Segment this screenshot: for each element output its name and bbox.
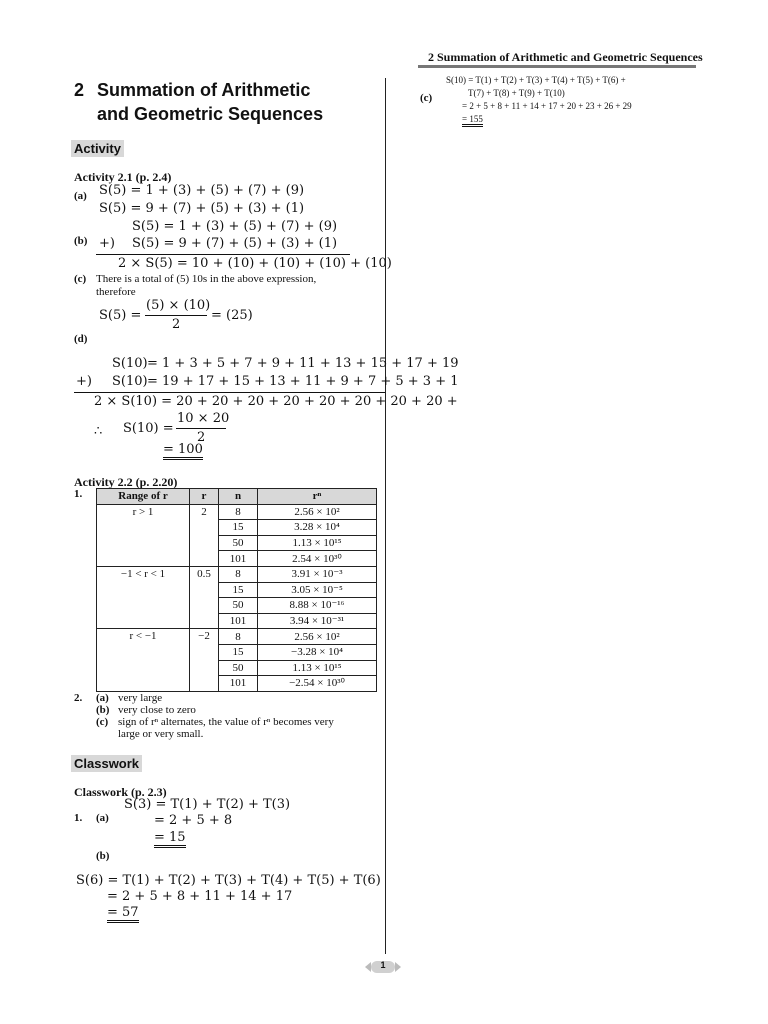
eq-d-frac-lhs: S(10) = <box>123 421 174 436</box>
rn-cell: 2.54 × 10³⁰ <box>258 551 377 567</box>
eq-d-line2-rhs: = 19 + 17 + 15 + 13 + 11 + 9 + 7 + 5 + 3 + 1 <box>147 374 459 389</box>
eq-d-plus: +) <box>76 374 92 389</box>
n-cell: 15 <box>219 582 258 598</box>
a-label: (a) <box>74 190 87 202</box>
q2c-label: (c) <box>96 716 109 728</box>
chapter-number: 2 <box>74 80 85 100</box>
eq-cw-c-line3: = 2 + 5 + 8 + 11 + 14 + 17 + 20 + 23 + 26 + 29 <box>462 101 632 111</box>
q2a-label: (a) <box>96 692 109 704</box>
therefore-symbol: ∴ <box>94 424 103 439</box>
cw-c-label: (c) <box>420 92 433 104</box>
c-text-line2: therefore <box>96 286 136 298</box>
q2b-text: very close to zero <box>118 704 196 716</box>
right-arrow-icon <box>395 962 401 972</box>
n-cell: 50 <box>219 660 258 676</box>
table-row <box>97 504 377 520</box>
n-cell: 50 <box>219 535 258 551</box>
eq-d-line2-lhs: S(10) <box>112 374 148 389</box>
eq-cw-a-line2: = 2 + 5 + 8 <box>154 813 233 828</box>
rn-cell: 3.05 × 10⁻⁵ <box>258 582 377 598</box>
eq-c-fraction-bar <box>145 315 207 316</box>
range-cell: r > 1 <box>97 504 190 566</box>
running-header: 2 Summation of Arithmetic and Geometric Sequences <box>428 50 703 64</box>
n-cell: 15 <box>219 644 258 660</box>
rn-cell: 3.91 × 10⁻³ <box>258 566 377 582</box>
n-cell: 15 <box>219 520 258 536</box>
table-header-range: Range of r <box>97 489 190 505</box>
table-header-n: n <box>219 489 258 505</box>
classwork-2-3-heading: Classwork (p. 2.3) <box>74 785 167 799</box>
eq-b-plus: +) <box>99 236 115 251</box>
column-divider <box>385 78 386 954</box>
n-cell: 8 <box>219 504 258 520</box>
q1-label: 1. <box>74 488 83 500</box>
n-cell: 50 <box>219 598 258 614</box>
eq-cw-c-line2: T(7) + T(8) + T(9) + T(10) <box>468 88 565 98</box>
eq-a-line2: S(5) = 9 + (7) + (5) + (3) + (1) <box>99 201 305 216</box>
rn-cell: 3.94 × 10⁻³¹ <box>258 613 377 629</box>
powers-table <box>96 488 377 692</box>
eq-b-line1: S(5) = 1 + (3) + (5) + (7) + (9) <box>132 219 338 234</box>
table-row <box>97 566 377 582</box>
r-cell: 2 <box>190 504 219 566</box>
cw-q1-label: 1. <box>74 812 83 824</box>
eq-b-sum: 2 × S(5) = 10 + (10) + (10) + (10) + (10) <box>118 256 392 271</box>
rn-cell: 1.13 × 10¹⁵ <box>258 535 377 551</box>
eq-cw-a-result: = 15 <box>154 830 186 848</box>
page-number: 1 <box>380 960 386 970</box>
r-cell: −2 <box>190 629 219 691</box>
table-header-row <box>97 489 377 505</box>
rn-cell: 2.56 × 10² <box>258 504 377 520</box>
n-cell: 8 <box>219 629 258 645</box>
header-rule <box>418 65 696 68</box>
activity-2-1-heading: Activity 2.1 (p. 2.4) <box>74 170 172 184</box>
r-cell: 0.5 <box>190 566 219 628</box>
eq-d-result: = 100 <box>163 442 203 460</box>
eq-cw-b-line2: = 2 + 5 + 8 + 11 + 14 + 17 <box>107 889 293 904</box>
eq-d-line1-lhs: S(10) <box>112 356 148 371</box>
cw-b-label: (b) <box>96 850 110 862</box>
eq-cw-b-result: = 57 <box>107 905 139 923</box>
rn-cell: 3.28 × 10⁴ <box>258 520 377 536</box>
q2c-text-line1: sign of rⁿ alternates, the value of rⁿ becomes very <box>118 716 334 728</box>
eq-d-sum-rule <box>74 392 385 393</box>
range-cell: −1 < r < 1 <box>97 566 190 628</box>
rn-cell: −2.54 × 10³⁰ <box>258 676 377 692</box>
table-header-r: r <box>190 489 219 505</box>
c-label: (c) <box>74 273 87 285</box>
c-text-line1: There is a total of (5) 10s in the above expression, <box>96 273 317 285</box>
eq-c-lhs: S(5) = <box>99 308 142 323</box>
eq-cw-a-line1: S(3) = T(1) + T(2) + T(3) <box>124 797 291 812</box>
n-cell: 8 <box>219 566 258 582</box>
n-cell: 101 <box>219 676 258 692</box>
eq-d-frac-num: 10 × 20 <box>177 411 230 426</box>
q2b-label: (b) <box>96 704 110 716</box>
eq-c-num: (5) × (10) <box>146 298 211 313</box>
eq-cw-b-line1: S(6) = T(1) + T(2) + T(3) + T(4) + T(5) + T(6) <box>76 873 381 888</box>
range-cell: r < −1 <box>97 629 190 691</box>
rn-cell: −3.28 × 10⁴ <box>258 644 377 660</box>
rn-cell: 8.88 × 10⁻¹⁶ <box>258 598 377 614</box>
table-header-rn: rⁿ <box>258 489 377 505</box>
q2a-text: very large <box>118 692 163 704</box>
eq-d-line1-rhs: = 1 + 3 + 5 + 7 + 9 + 11 + 13 + 15 + 17 + 19 <box>147 356 459 371</box>
eq-c-den: 2 <box>172 317 181 332</box>
b-label: (b) <box>74 235 88 247</box>
eq-d-fraction-bar <box>176 428 226 429</box>
eq-a-line1: S(5) = 1 + (3) + (5) + (7) + (9) <box>99 183 305 198</box>
section-classwork-badge: Classwork <box>71 755 142 772</box>
chapter-title-line2: and Geometric Sequences <box>97 104 324 124</box>
eq-cw-c-line1: S(10) = T(1) + T(2) + T(3) + T(4) + T(5) + T(6) + <box>446 75 626 85</box>
eq-cw-c-result: = 155 <box>462 114 483 127</box>
cw-a-label: (a) <box>96 812 109 824</box>
page-number-indicator <box>363 960 403 974</box>
eq-d-frac-den: 2 <box>197 430 206 445</box>
eq-b-line2: S(5) = 9 + (7) + (5) + (3) + (1) <box>132 236 338 251</box>
section-activity-badge: Activity <box>71 140 124 157</box>
q2-label: 2. <box>74 692 83 704</box>
eq-b-sum-rule <box>96 254 350 255</box>
eq-c-rhs: = (25) <box>211 308 253 323</box>
table-row <box>97 629 377 645</box>
rn-cell: 2.56 × 10² <box>258 629 377 645</box>
eq-d-sum: 2 × S(10) = 20 + 20 + 20 + 20 + 20 + 20 + 20 + 20 + <box>94 394 458 409</box>
n-cell: 101 <box>219 613 258 629</box>
chapter-title-line1: Summation of Arithmetic <box>97 80 311 100</box>
rn-cell: 1.13 × 10¹⁵ <box>258 660 377 676</box>
activity-2-2-heading: Activity 2.2 (p. 2.20) <box>74 475 178 489</box>
n-cell: 101 <box>219 551 258 567</box>
q2c-text-line2: large or very small. <box>118 728 204 740</box>
d-label: (d) <box>74 333 88 345</box>
